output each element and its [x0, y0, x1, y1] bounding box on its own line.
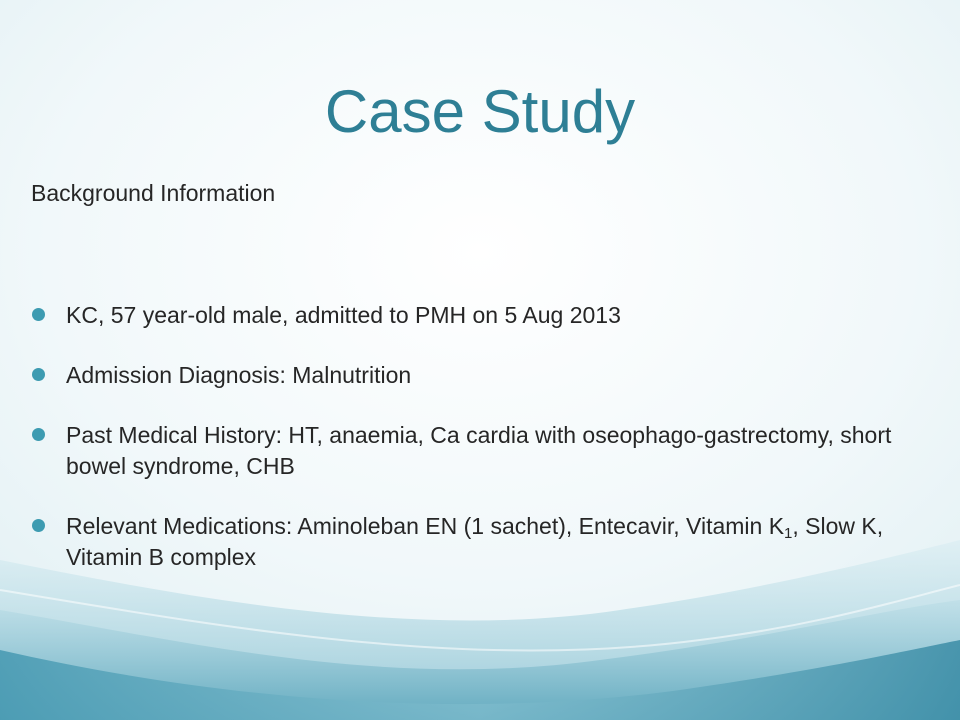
medications-text-end: , Slow K, Vitamin B complex — [66, 513, 884, 570]
bullet-text — [66, 511, 912, 573]
bullet-item-medications — [32, 511, 912, 573]
bullet-icon — [32, 368, 45, 381]
slide-title: Case Study — [324, 78, 636, 145]
bullet-item-diagnosis — [32, 360, 912, 391]
bullet-text: Past Medical History: HT, anaemia, Ca cardia with oseophago-gastrectomy, short bowel syndrome, CHB — [66, 422, 892, 479]
medications-text-start: Relevant Medications: Aminoleban EN (1 sachet), Entecavir, Vitamin K — [66, 513, 785, 539]
subheading: Background Information — [31, 180, 276, 206]
bullet-list — [32, 300, 912, 602]
bullet-icon — [32, 519, 45, 532]
bullet-item-patient — [32, 300, 912, 331]
bullet-icon — [32, 428, 45, 441]
bullet-icon — [32, 308, 45, 321]
subscript: 1 — [784, 525, 793, 542]
bullet-text: Admission Diagnosis: Malnutrition — [66, 362, 412, 388]
bullet-text: KC, 57 year-old male, admitted to PMH on 5 Aug 2013 — [66, 302, 621, 328]
bullet-item-history — [32, 420, 912, 482]
